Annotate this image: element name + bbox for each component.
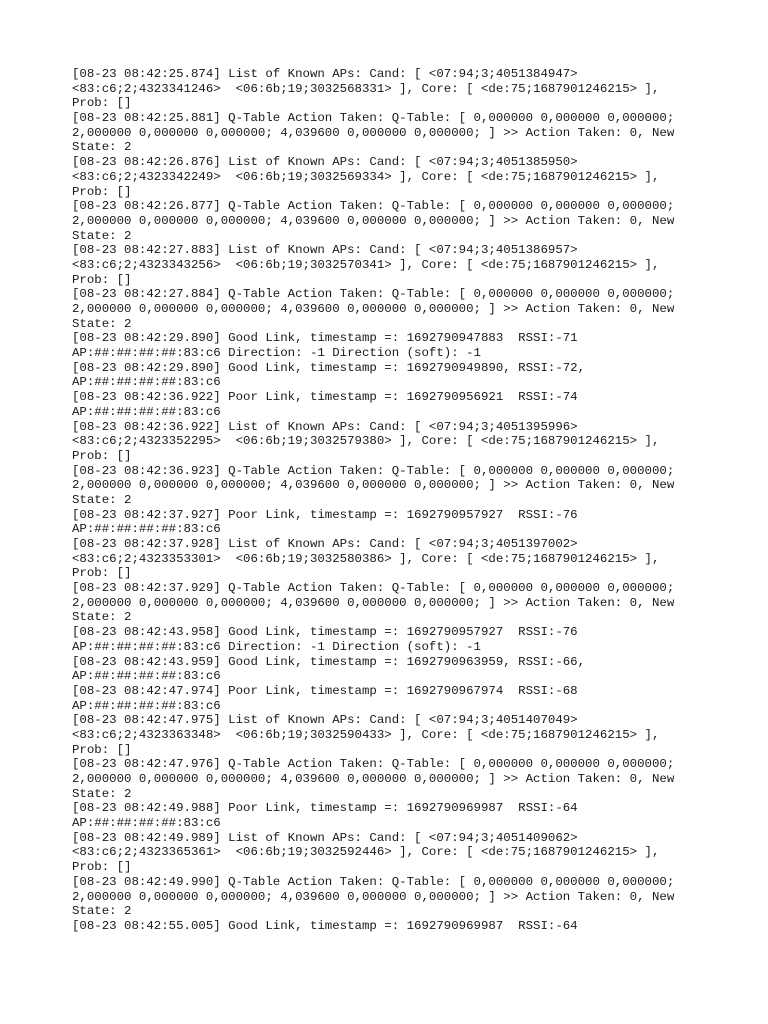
log-line: AP:##:##:##:##:83:c6 <box>72 698 221 713</box>
log-line: State: 2 <box>72 140 132 155</box>
log-line: Prob: [] <box>72 448 132 463</box>
log-line: AP:##:##:##:##:83:c6 <box>72 816 221 831</box>
log-line: [08-23 08:42:43.959] Good Link, timestamp =: 1692790963959, RSSI:-66, <box>72 654 586 669</box>
log-line: [08-23 08:42:26.877] Q-Table Action Taken: Q-Table: [ 0,000000 0,000000 0,000000; <box>72 199 675 214</box>
log-line: State: 2 <box>72 904 132 919</box>
log-line: <83:c6;2;4323365361> <06:6b;19;3032592446> ], Core: [ <de:75;1687901246215> ], <box>72 845 660 860</box>
log-line: Prob: [] <box>72 566 132 581</box>
log-line: <83:c6;2;4323352295> <06:6b;19;3032579380> ], Core: [ <de:75;1687901246215> ], <box>72 434 660 449</box>
log-line: [08-23 08:42:47.976] Q-Table Action Taken: Q-Table: [ 0,000000 0,000000 0,000000; <box>72 757 675 772</box>
log-line: [08-23 08:42:37.928] List of Known APs: Cand: [ <07:94;3;4051397002> <box>72 537 578 551</box>
log-line: 2,000000 0,000000 0,000000; 4,039600 0,000000 0,000000; ] >> Action Taken: 0, New <box>72 213 675 228</box>
log-line: AP:##:##:##:##:83:c6 <box>72 522 221 537</box>
log-line: [08-23 08:42:49.989] List of Known APs: Cand: [ <07:94;3;4051409062> <box>72 830 578 845</box>
log-line: Prob: [] <box>72 96 132 111</box>
log-line: 2,000000 0,000000 0,000000; 4,039600 0,000000 0,000000; ] >> Action Taken: 0, New <box>72 125 675 140</box>
log-line: [08-23 08:42:37.927] Poor Link, timestamp =: 1692790957927 RSSI:-76 <box>72 507 578 522</box>
log-line: Prob: [] <box>72 184 132 199</box>
log-line: [08-23 08:42:37.929] Q-Table Action Taken: Q-Table: [ 0,000000 0,000000 0,000000; <box>72 581 675 596</box>
log-line: [08-23 08:42:25.881] Q-Table Action Taken: Q-Table: [ 0,000000 0,000000 0,000000; <box>72 111 675 126</box>
log-line: 2,000000 0,000000 0,000000; 4,039600 0,000000 0,000000; ] >> Action Taken: 0, New <box>72 772 675 786</box>
log-line: [08-23 08:42:26.876] List of Known APs: Cand: [ <07:94;3;4051385950> <box>72 155 578 170</box>
log-line: [08-23 08:42:36.922] List of Known APs: Cand: [ <07:94;3;4051395996> <box>72 419 578 434</box>
log-line: <83:c6;2;4323342249> <06:6b;19;3032569334> ], Core: [ <de:75;1687901246215> ], <box>72 169 660 184</box>
log-line: State: 2 <box>72 786 132 801</box>
log-line: <83:c6;2;4323343256> <06:6b;19;3032570341> ], Core: [ <de:75;1687901246215> ], <box>72 257 660 272</box>
log-line: AP:##:##:##:##:83:c6 <box>72 375 221 390</box>
log-line: [08-23 08:42:47.974] Poor Link, timestamp =: 1692790967974 RSSI:-68 <box>72 683 578 698</box>
log-text-block <box>72 67 712 934</box>
log-line: Prob: [] <box>72 272 132 287</box>
log-line: State: 2 <box>72 316 132 331</box>
log-line: 2,000000 0,000000 0,000000; 4,039600 0,000000 0,000000; ] >> Action Taken: 0, New <box>72 478 675 493</box>
log-line: [08-23 08:42:49.988] Poor Link, timestamp =: 1692790969987 RSSI:-64 <box>72 801 578 816</box>
log-line: [08-23 08:42:25.874] List of Known APs: Cand: [ <07:94;3;4051384947> <box>72 67 578 81</box>
log-line: 2,000000 0,000000 0,000000; 4,039600 0,000000 0,000000; ] >> Action Taken: 0, New <box>72 595 675 610</box>
log-line: Prob: [] <box>72 742 132 757</box>
log-line: [08-23 08:42:27.883] List of Known APs: Cand: [ <07:94;3;4051386957> <box>72 243 578 258</box>
log-line: 2,000000 0,000000 0,000000; 4,039600 0,000000 0,000000; ] >> Action Taken: 0, New <box>72 889 675 904</box>
log-line: AP:##:##:##:##:83:c6 Direction: -1 Direction (soft): -1 <box>72 639 481 654</box>
log-line: 2,000000 0,000000 0,000000; 4,039600 0,000000 0,000000; ] >> Action Taken: 0, New <box>72 302 675 316</box>
log-line: [08-23 08:42:47.975] List of Known APs: Cand: [ <07:94;3;4051407049> <box>72 713 578 728</box>
log-line: <83:c6;2;4323363348> <06:6b;19;3032590433> ], Core: [ <de:75;1687901246215> ], <box>72 727 660 742</box>
log-line: [08-23 08:42:55.005] Good Link, timestamp =: 1692790969987 RSSI:-64 <box>72 918 578 933</box>
log-line: AP:##:##:##:##:83:c6 <box>72 669 221 684</box>
log-line: <83:c6;2;4323353301> <06:6b;19;3032580386> ], Core: [ <de:75;1687901246215> ], <box>72 551 660 566</box>
log-line: [08-23 08:42:43.958] Good Link, timestamp =: 1692790957927 RSSI:-76 <box>72 625 578 640</box>
log-line: [08-23 08:42:27.884] Q-Table Action Taken: Q-Table: [ 0,000000 0,000000 0,000000; <box>72 287 675 302</box>
log-line: [08-23 08:42:49.990] Q-Table Action Taken: Q-Table: [ 0,000000 0,000000 0,000000; <box>72 874 675 889</box>
log-line: AP:##:##:##:##:83:c6 Direction: -1 Direction (soft): -1 <box>72 346 481 361</box>
log-line: [08-23 08:42:29.890] Good Link, timestamp =: 1692790949890, RSSI:-72, <box>72 360 586 375</box>
log-line: [08-23 08:42:36.922] Poor Link, timestamp =: 1692790956921 RSSI:-74 <box>72 390 578 405</box>
log-line: Prob: [] <box>72 860 132 875</box>
log-line: State: 2 <box>72 492 132 507</box>
log-line: AP:##:##:##:##:83:c6 <box>72 404 221 419</box>
log-line: [08-23 08:42:36.923] Q-Table Action Taken: Q-Table: [ 0,000000 0,000000 0,000000; <box>72 463 675 478</box>
log-line: <83:c6;2;4323341246> <06:6b;19;3032568331> ], Core: [ <de:75;1687901246215> ], <box>72 81 660 96</box>
log-line: State: 2 <box>72 610 132 625</box>
log-line: [08-23 08:42:29.890] Good Link, timestamp =: 1692790947883 RSSI:-71 <box>72 331 578 346</box>
log-line: State: 2 <box>72 228 132 243</box>
